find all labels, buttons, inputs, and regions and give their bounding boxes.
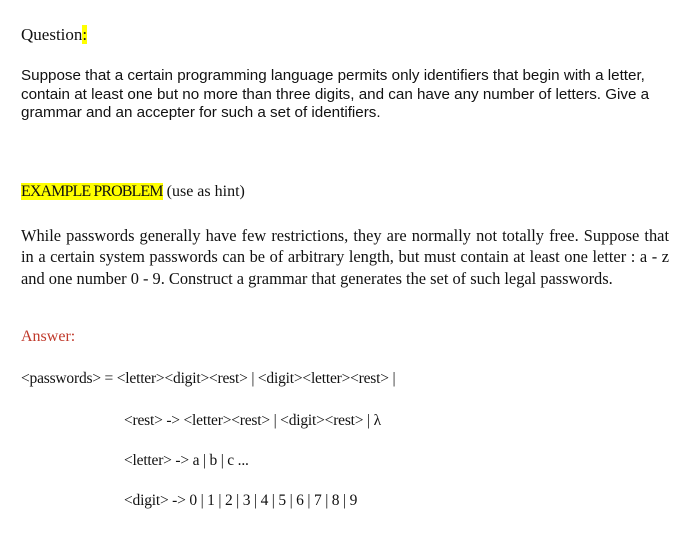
question-text: Suppose that a certain programming language permits only identifiers that begin with a letter, contain at least one but no more than three digits, and can have any number of letters. Give a grammar and an accepter for such a set of identifiers. xyxy=(21,67,650,121)
question-colon-highlight: : xyxy=(82,25,88,44)
example-hint: (use as hint) xyxy=(162,183,245,200)
grammar-rule-digit: <digit> -> 0 | 1 | 2 | 3 | 4 | 5 | 6 | 7 | 8 | 9 xyxy=(124,492,358,509)
question-heading xyxy=(21,25,87,45)
example-problem-text: While passwords generally have few restrictions, they are normally not totally free. Suppose that in a certain system passwords can be of arbitrary length, but must contain at least one letter : a - z and one number 0 - 9. Construct a grammar that generates the set of such legal passwords. xyxy=(21,226,669,288)
question-label: Question xyxy=(21,25,83,44)
grammar-rule-letter: <letter> -> a | b | c ... xyxy=(124,452,249,469)
answer-label: Answer: xyxy=(21,328,76,345)
example-problem-label: EXAMPLE PROBLEM xyxy=(21,183,163,200)
grammar-rule-rest: <rest> -> <letter><rest> | <digit><rest> | λ xyxy=(124,412,381,429)
grammar-rule-passwords: <passwords> = <letter><digit><rest> | <digit><letter><rest> | xyxy=(21,370,396,387)
example-heading xyxy=(21,183,245,201)
